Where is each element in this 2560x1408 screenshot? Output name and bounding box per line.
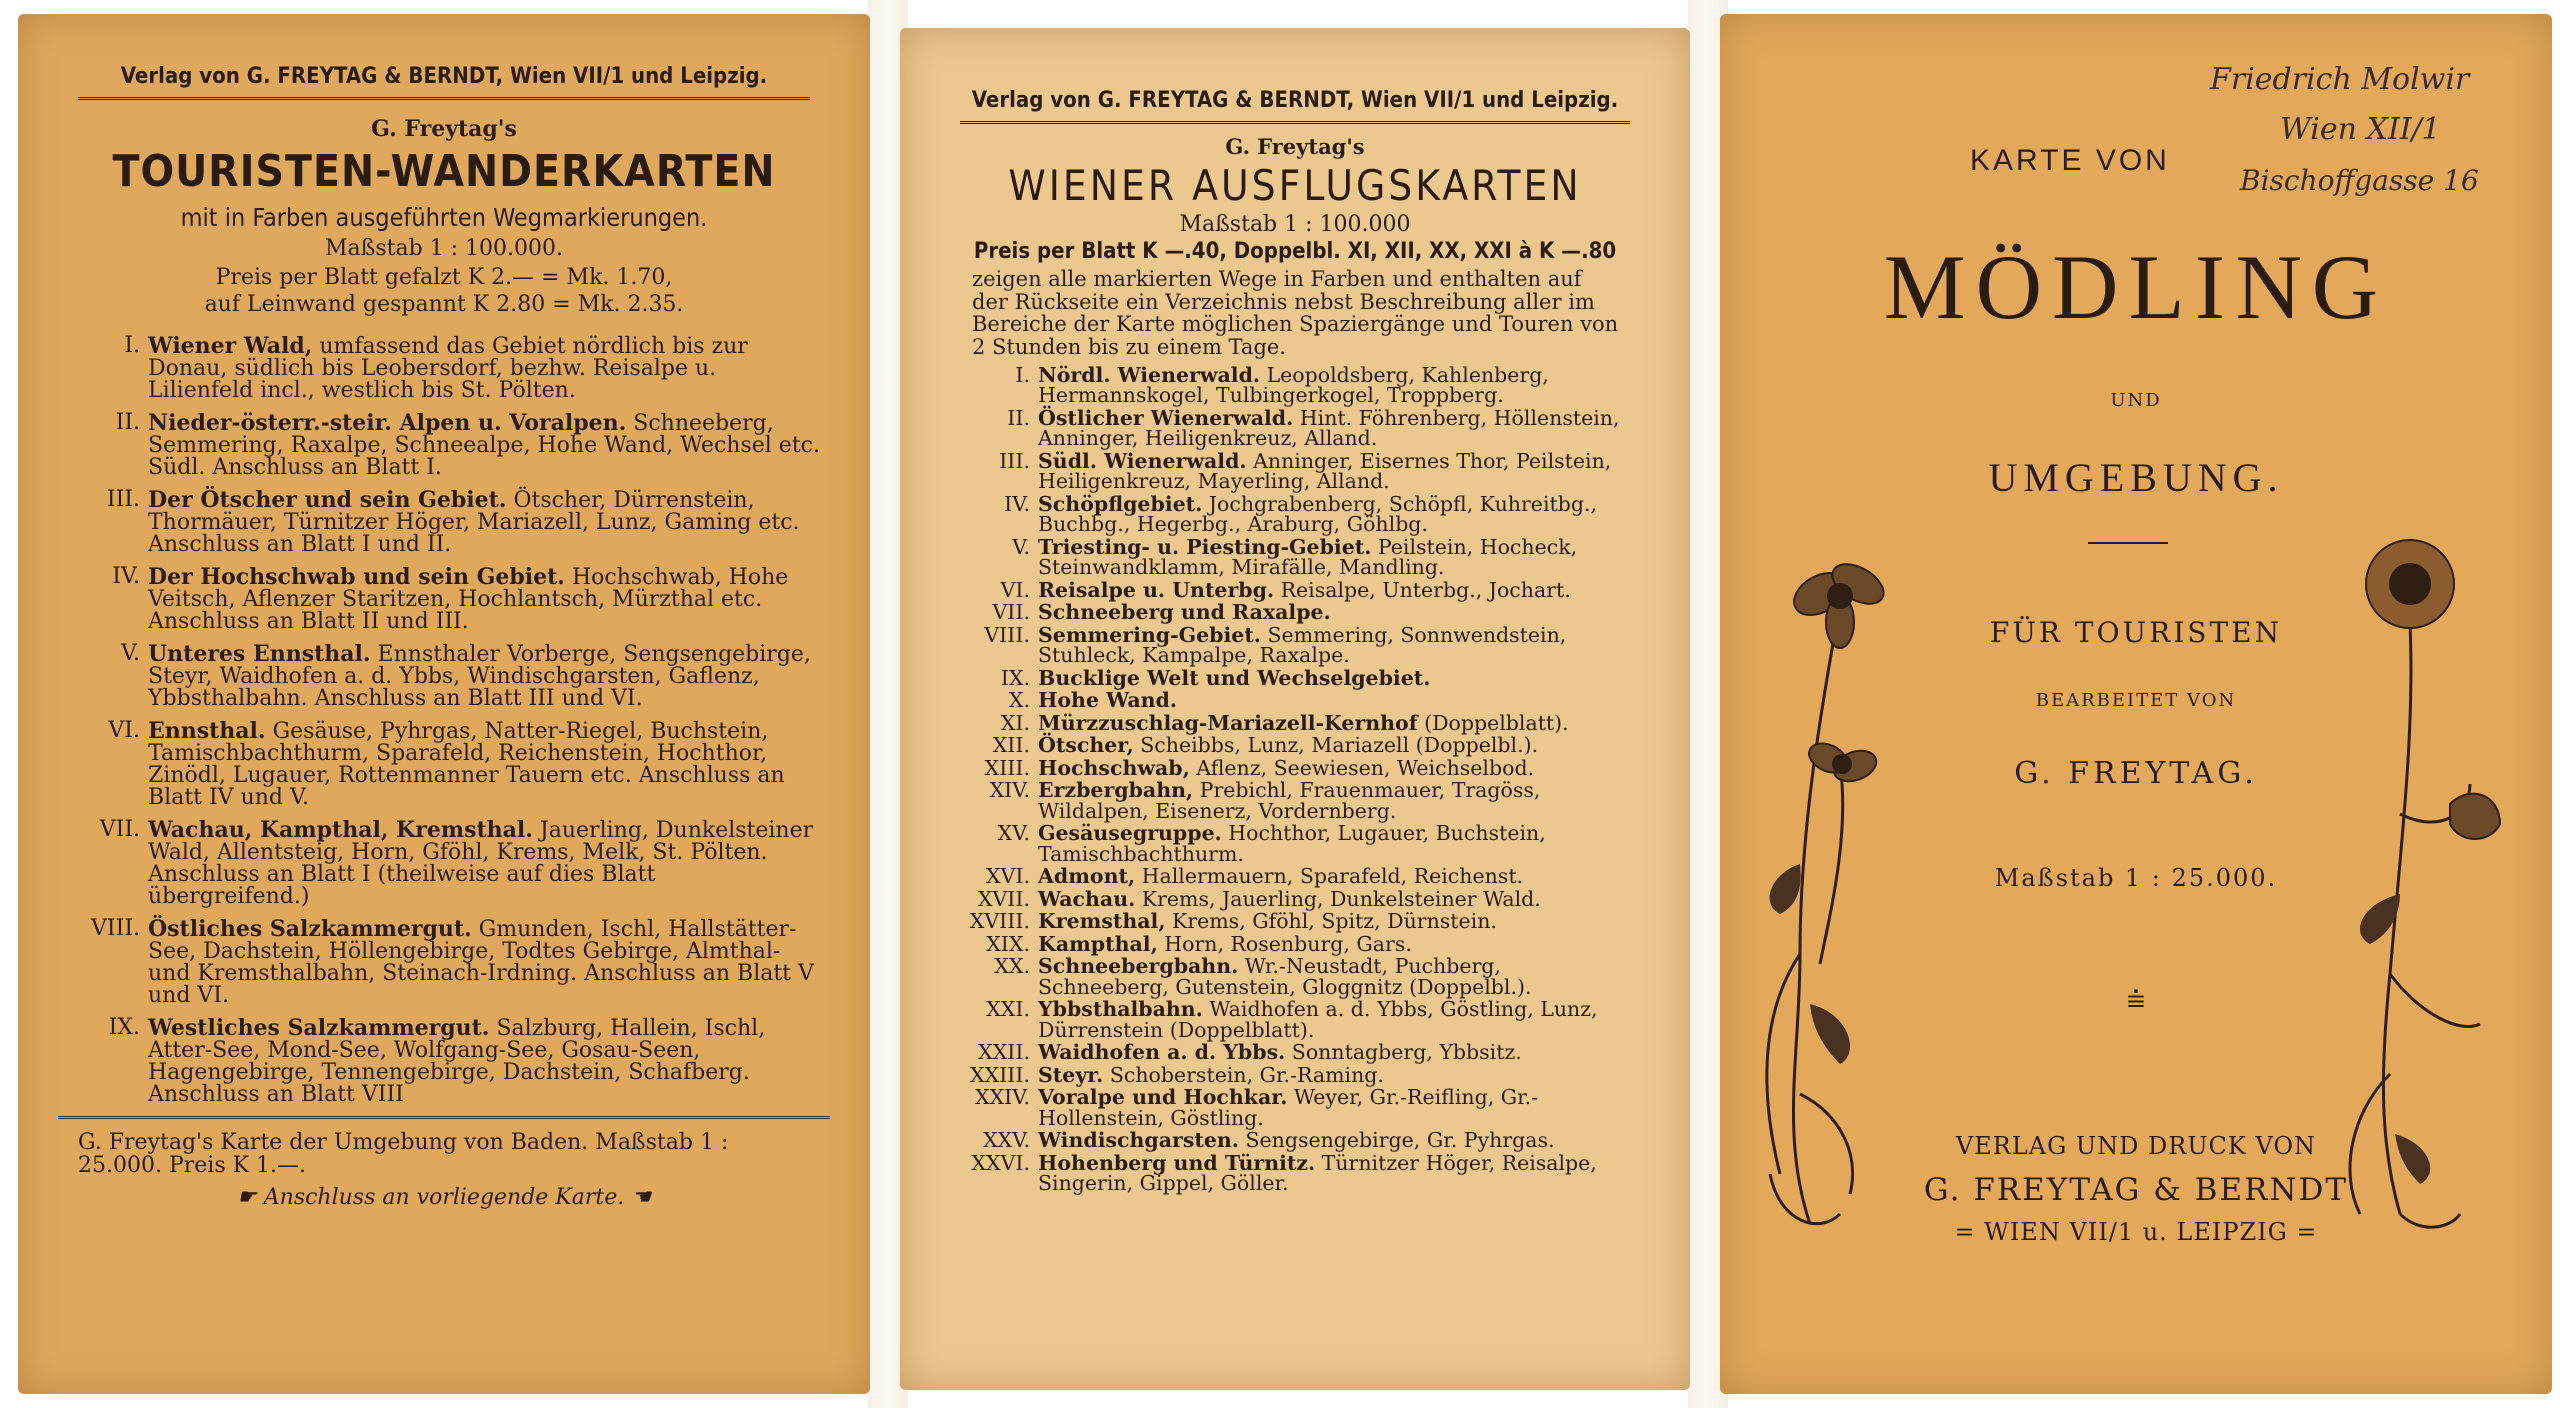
item-title: Schöpflgebiet.	[1038, 491, 1203, 516]
map-list	[960, 362, 1620, 1196]
scale-text: Maßstab 1 : 100.000	[1179, 212, 1411, 237]
divider	[2088, 542, 2168, 544]
item-description: Türnitzer Höger, Reisalpe, Singerin, Gippel, Göller.	[1038, 1150, 1597, 1196]
item-text	[148, 489, 820, 556]
cover-edited-by: BEARBEITET VON	[2035, 690, 2237, 711]
item-title: Ybbsthalbahn.	[1038, 997, 1203, 1022]
footer-note: G. Freytag's Karte der Umgebung von Baden. Maßstab 1 : 25.000. Preis K 1.—.	[78, 1130, 729, 1179]
item-text	[1038, 911, 1620, 932]
item-text	[148, 918, 820, 1007]
scale-text: Maßstab 1 : 100.000.	[324, 236, 564, 261]
item-title: Nieder-österr.-steir. Alpen u. Voralpen.	[148, 410, 627, 436]
item-text	[148, 720, 820, 809]
item-title: Schneebergbahn.	[1038, 954, 1239, 979]
item-title: Gesäusegruppe.	[1038, 821, 1222, 846]
item-number: III.	[106, 487, 140, 512]
item-number: VIII.	[984, 622, 1030, 647]
item-text	[148, 1017, 820, 1106]
item-number: VI.	[1000, 577, 1030, 602]
list-item	[960, 577, 1620, 602]
item-description: Jauerling, Dunkelsteiner Wald, Allentsteig, Horn, Gföhl, Krems, Melk, St. Pölten. Anschluss an Blatt I (theilweise auf dies Blatt übergreifend.)	[148, 818, 814, 909]
item-title: Der Hochschwab und sein Gebiet.	[148, 564, 565, 590]
brand: G. Freytag's	[1225, 134, 1365, 159]
cover-publisher-line: VERLAG UND DRUCK VON	[1955, 1132, 2317, 1160]
item-description: Sonntagberg, Ybbsitz.	[1285, 1040, 1522, 1065]
item-description: Hallermauern, Sparafeld, Reichenst.	[1135, 864, 1524, 889]
list-item	[86, 335, 820, 402]
list-item	[960, 956, 1620, 997]
item-text	[148, 335, 820, 402]
price-text: Preis per Blatt K —.40, Doppelbl. XI, XII, XX, XXI à K —.80	[973, 239, 1617, 264]
item-number: II.	[115, 410, 140, 435]
item-text	[1038, 755, 1620, 780]
list-item	[960, 780, 1620, 821]
item-text	[1038, 866, 1620, 887]
item-description: Reisalpe, Unterbg., Jochart.	[1274, 577, 1571, 602]
list-item	[86, 1017, 820, 1106]
item-description: Prebichl, Frauenmauer, Tragöss, Wildalpen, Eisenerz, Vordernberg.	[1038, 778, 1541, 823]
item-number: XIV.	[989, 778, 1030, 803]
item-title: Wiener Wald,	[148, 333, 313, 359]
item-title: Östlicher Wienerwald.	[1038, 405, 1294, 430]
item-text	[1038, 1130, 1620, 1151]
item-number: XVI.	[985, 864, 1030, 889]
handwritten-street: Bischoffgasse 16	[2240, 164, 2479, 197]
item-number: XII.	[992, 733, 1030, 758]
publisher-line: Verlag von G. FREYTAG & BERNDT, Wien VII/1 und Leipzig.	[120, 64, 768, 89]
item-number: IX.	[108, 1015, 140, 1040]
item-number: IV.	[112, 564, 140, 589]
item-description: Hochschwab, Hohe Veitsch, Aflenzer Staritzen, Hochlantsch, Mürzthal etc. Anschluss an Blatt II und III.	[148, 565, 789, 634]
item-text	[148, 819, 820, 908]
item-title: Voralpe und Hochkar.	[1038, 1085, 1288, 1110]
item-number: VII.	[99, 817, 140, 842]
list-item	[86, 489, 820, 556]
divider	[960, 121, 1630, 124]
item-number: VIII.	[91, 916, 140, 941]
item-title: Kampthal,	[1038, 931, 1158, 956]
series-subtitle: mit in Farben ausgeführten Wegmarkierungen.	[180, 203, 708, 232]
item-title: Hochschwab,	[1038, 755, 1190, 780]
cover-panel	[1720, 14, 2552, 1394]
middle-panel	[900, 28, 1690, 1390]
item-text	[1038, 577, 1620, 602]
item-description: Krems, Gföhl, Spitz, Dürnstein.	[1165, 909, 1497, 934]
item-description: Hochthor, Lugauer, Buchstein, Tamischbachthurm.	[1038, 821, 1546, 866]
item-description: (Doppelblatt).	[1417, 710, 1569, 735]
list-item	[960, 602, 1620, 623]
item-number: XVII.	[977, 886, 1030, 911]
item-text	[1038, 956, 1620, 997]
item-title: Windischgarsten.	[1038, 1128, 1239, 1153]
divider	[58, 1116, 830, 1119]
item-text	[1038, 1062, 1620, 1087]
list-item	[960, 448, 1620, 494]
item-text	[1038, 534, 1620, 580]
item-description: Waidhofen a. d. Ybbs, Göstling, Lunz, Dürrenstein (Doppelblatt).	[1038, 997, 1598, 1042]
item-description: Aflenz, Seewiesen, Weichselbod.	[1189, 755, 1535, 780]
item-description: Weyer, Gr.-Reifling, Gr.-Hollenstein, Göstling.	[1038, 1085, 1539, 1130]
cover-for-tourists: FÜR TOURISTEN	[1989, 616, 2283, 649]
item-title: Admont,	[1038, 864, 1136, 889]
item-title: Bucklige Welt und Wechselgebiet.	[1038, 665, 1431, 690]
item-number: XV.	[997, 821, 1030, 846]
item-number: XXII.	[978, 1040, 1030, 1065]
map-list	[86, 335, 820, 1106]
item-number: VI.	[108, 718, 140, 743]
item-number: XXIV.	[974, 1085, 1030, 1110]
item-description: Scheibbs, Lunz, Mariazell (Doppelbl.).	[1133, 733, 1539, 758]
cover-title: MÖDLING	[1883, 236, 2389, 338]
cover-city: = WIEN VII/1 u. LEIPZIG =	[1954, 1218, 2318, 1246]
item-title: Ennsthal.	[148, 718, 266, 744]
list-item	[960, 362, 1620, 408]
handwritten-city: Wien XII/1	[2280, 112, 2441, 147]
item-title: Östliches Salzkammergut.	[148, 916, 472, 942]
ornament-icon: ⩧	[2126, 980, 2146, 1018]
list-item	[960, 534, 1620, 580]
cover-umgebung: UMGEBUNG.	[1988, 455, 2284, 500]
list-item	[960, 755, 1620, 780]
list-item	[86, 720, 820, 809]
item-title: Waidhofen a. d. Ybbs.	[1038, 1040, 1286, 1065]
price-text: Preis per Blatt gefalzt K 2.— = Mk. 1.70,	[215, 265, 673, 290]
item-title: Wachau, Kampthal, Kremsthal.	[148, 817, 533, 843]
item-text	[1038, 405, 1620, 451]
list-item	[86, 566, 820, 633]
flower-ornament-left-icon	[1740, 534, 1920, 1254]
item-title: Hohe Wand.	[1038, 688, 1178, 713]
item-number: III.	[999, 448, 1030, 473]
list-item	[960, 1130, 1620, 1151]
list-item	[960, 931, 1620, 956]
list-item	[960, 710, 1620, 735]
item-text	[1038, 1042, 1620, 1063]
list-item	[960, 665, 1620, 690]
brand: G. Freytag's	[371, 116, 517, 142]
handwritten-name: Friedrich Molwir	[2210, 62, 2470, 97]
item-number: XXVI.	[971, 1150, 1030, 1175]
list-item	[960, 999, 1620, 1040]
item-description: Gmunden, Ischl, Hallstätter-See, Dachstein, Höllengebirge, Todtes Gebirge, Almthal- und Kremsthalbahn, Steinach-Irdning. Anschluss an Blatt V und VI.	[148, 917, 814, 1008]
item-number: V.	[120, 641, 140, 666]
item-description: Salzburg, Hallein, Ischl, Atter-See, Mond-See, Wolfgang-See, Gosau-Seen, Hagengebirge, Tennengebirge, Dachstein, Schafberg. Anschluss an Blatt VIII	[148, 1016, 766, 1107]
item-description: Hint. Föhrenberg, Höllenstein, Anninger, Heiligenkreuz, Alland.	[1038, 405, 1620, 451]
cover-firm: G. FREYTAG & BERNDT	[1923, 1172, 2349, 1208]
list-item	[960, 823, 1620, 864]
list-item	[960, 491, 1620, 537]
item-number: VII.	[992, 600, 1030, 625]
item-text	[148, 412, 820, 479]
item-description: Peilstein, Hocheck, Steinwandklamm, Mirafälle, Mandling.	[1038, 534, 1578, 580]
item-text	[1038, 710, 1620, 735]
item-text	[1038, 622, 1620, 668]
item-description: Sengsengebirge, Gr. Pyhrgas.	[1238, 1128, 1555, 1153]
item-number: XI.	[1000, 710, 1030, 735]
item-description: Horn, Rosenburg, Gars.	[1157, 931, 1412, 956]
item-text	[148, 643, 820, 710]
item-description: Jochgrabenberg, Schöpfl, Kuhreitbg., Buchbg., Hegerbg., Araburg, Göhlbg.	[1038, 491, 1598, 537]
item-number: V.	[1012, 534, 1030, 559]
item-title: Wachau.	[1038, 886, 1136, 911]
item-number: XXV.	[983, 1128, 1030, 1153]
item-text	[1038, 491, 1620, 537]
left-panel	[18, 14, 870, 1394]
item-title: Ötscher,	[1038, 733, 1134, 758]
item-title: Triesting- u. Piesting-Gebiet.	[1038, 534, 1372, 559]
item-description: Leopoldsberg, Kahlenberg, Hermannskogel, Tulbingerkogel, Troppberg.	[1038, 362, 1549, 408]
publisher-line: Verlag von G. FREYTAG & BERNDT, Wien VII/1 und Leipzig.	[971, 88, 1619, 113]
intro-text: zeigen alle markierten Wege in Farben und enthalten auf der Rückseite ein Verzeichnis nebst Beschreibung aller im Bereiche der Karte möglichen Spaziergänge und Touren von 2 Stunden bis zu einem Tage.	[972, 267, 1619, 360]
list-item	[86, 412, 820, 479]
item-description: Anninger, Eisernes Thor, Peilstein, Heiligenkreuz, Mayerling, Alland.	[1038, 448, 1612, 494]
item-text	[1038, 735, 1620, 756]
item-description: Krems, Jauerling, Dunkelsteiner Wald.	[1135, 886, 1541, 911]
item-title: Erzbergbahn,	[1038, 778, 1194, 803]
item-text	[148, 566, 820, 633]
item-text	[1038, 602, 1620, 623]
list-item	[960, 690, 1620, 711]
list-item	[960, 1087, 1620, 1128]
item-title: Unteres Ennsthal.	[148, 641, 371, 667]
item-description: umfassend das Gebiet nördlich bis zur Donau, südlich bis Leobersdorf, bezhw. Reisalpe u. Lilienfeld incl., westlich bis St. Pölten.	[148, 334, 748, 403]
item-title: Steyr.	[1038, 1062, 1104, 1087]
item-title: Der Ötscher und sein Gebiet.	[148, 487, 507, 513]
item-text	[1038, 1087, 1620, 1128]
list-item	[960, 1042, 1620, 1063]
item-number: X.	[1008, 688, 1030, 713]
item-description: Ötscher, Dürrenstein, Thormäuer, Türnitzer Höger, Mariazell, Lunz, Gaming etc. Anschluss an Blatt I und II.	[148, 488, 800, 557]
list-item	[960, 1062, 1620, 1087]
price-text: auf Leinwand gespannt K 2.80 = Mk. 2.35.	[204, 292, 684, 317]
item-title: Südl. Wienerwald.	[1038, 448, 1247, 473]
item-number: II.	[1007, 405, 1030, 430]
item-title: Semmering-Gebiet.	[1038, 622, 1261, 647]
item-text	[1038, 999, 1620, 1040]
item-description: Schneeberg, Semmering, Raxalpe, Schneealpe, Hohe Wand, Wechsel etc. Südl. Anschluss an Blatt I.	[148, 411, 820, 480]
item-title: Reisalpe u. Unterbg.	[1038, 577, 1275, 602]
list-item	[960, 911, 1620, 932]
pointing-hand-icon: ☛	[237, 1185, 264, 1211]
list-item	[960, 735, 1620, 756]
list-item	[86, 819, 820, 908]
item-number: XIII.	[984, 755, 1030, 780]
list-item	[960, 622, 1620, 668]
series-title: WIENER AUSFLUGSKARTEN	[1008, 161, 1582, 210]
series-title: TOURISTEN-WANDERKARTEN	[112, 146, 776, 197]
item-text	[1038, 780, 1620, 821]
item-description: Schoberstein, Gr.-Raming.	[1103, 1062, 1384, 1087]
item-number: IV.	[1004, 491, 1030, 516]
item-number: IX.	[1000, 665, 1030, 690]
item-number: XVIII.	[969, 909, 1030, 934]
flower-ornament-right-icon	[2320, 514, 2530, 1254]
divider	[78, 97, 810, 100]
item-text	[1038, 886, 1620, 911]
item-description: Semmering, Sonnwendstein, Stuhleck, Kampalpe, Raxalpe.	[1038, 622, 1567, 668]
item-number: XX.	[994, 954, 1030, 979]
item-text	[1038, 823, 1620, 864]
cover-author: G. FREYTAG.	[2014, 756, 2258, 791]
item-title: Hohenberg und Türnitz.	[1038, 1150, 1316, 1175]
item-text	[1038, 690, 1620, 711]
item-number: I.	[1015, 362, 1030, 387]
cover-scale: Maßstab 1 : 25.000.	[1994, 864, 2278, 892]
item-number: I.	[124, 333, 140, 358]
list-item	[86, 918, 820, 1007]
item-number: XXI.	[986, 997, 1030, 1022]
footer-annex	[18, 1185, 870, 1210]
item-title: Kremsthal,	[1038, 909, 1166, 934]
item-title: Schneeberg und Raxalpe.	[1038, 600, 1331, 625]
cover-pretitle: KARTE VON	[1970, 144, 2170, 177]
item-text	[1038, 448, 1620, 494]
list-item	[960, 886, 1620, 911]
footer-annex-text: Anschluss an vorliegende Karte.	[263, 1185, 625, 1211]
list-item	[86, 643, 820, 710]
item-text	[1038, 362, 1620, 408]
list-item	[960, 1150, 1620, 1196]
item-text	[1038, 931, 1620, 956]
item-description: Wr.-Neustadt, Puchberg, Schneeberg, Gutenstein, Gloggnitz (Doppelbl.).	[1038, 954, 1532, 999]
item-text	[1038, 665, 1620, 690]
item-number: XXIII.	[970, 1062, 1030, 1087]
item-title: Mürzzuschlag-Mariazell-Kernhof	[1038, 710, 1418, 735]
pointing-hand-icon: ☚	[624, 1185, 651, 1211]
cover-und: UND	[2110, 390, 2162, 411]
item-number: XIX.	[986, 931, 1030, 956]
list-item	[960, 405, 1620, 451]
item-title: Westliches Salzkammergut.	[148, 1015, 490, 1041]
list-item	[960, 866, 1620, 887]
item-description: Gesäuse, Pyhrgas, Natter-Riegel, Buchstein, Tamischbachthurm, Sparafeld, Reichenstein, Hochthor, Zinödl, Lugauer, Rottenmanner Tauern etc. Anschluss an Blatt IV und V.	[148, 719, 785, 810]
item-text	[1038, 1150, 1620, 1196]
item-title: Nördl. Wienerwald.	[1038, 362, 1261, 387]
item-description: Ennsthaler Vorberge, Sengsengebirge, Steyr, Waidhofen a. d. Ybbs, Windischgarsten, Gaflenz, Ybbsthalbahn. Anschluss an Blatt III und VI.	[148, 642, 811, 711]
